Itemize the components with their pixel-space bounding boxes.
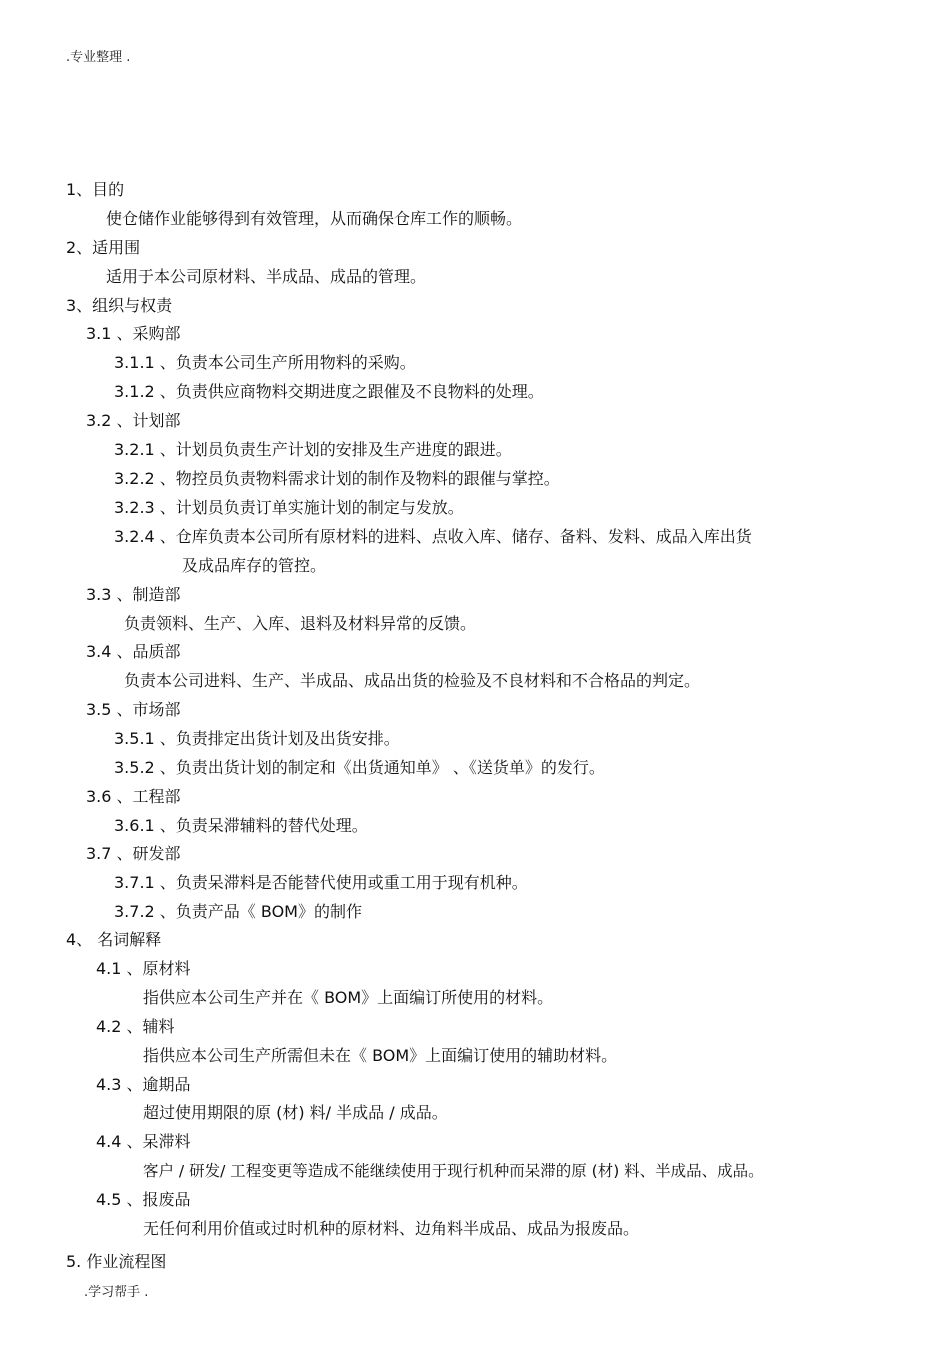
section-3-2-title: 3.2 、计划部 bbox=[86, 411, 181, 430]
section-3-4-title: 3.4 、品质部 bbox=[86, 642, 181, 661]
section-3-3-title: 3.3 、制造部 bbox=[86, 585, 181, 604]
section-4-1-body: 指供应本公司生产并在《 BOM》上面编订所使用的材料。 bbox=[143, 988, 554, 1007]
section-3-2-2: 3.2.2 、物控员负责物料需求计划的制作及物料的跟催与掌控。 bbox=[114, 469, 560, 488]
section-3-7-1: 3.7.1 、负责呆滞料是否能替代使用或重工用于现有机种。 bbox=[114, 873, 528, 892]
section-3-2-4: 3.2.4 、仓库负责本公司所有原材料的进料、点收入库、储存、备料、发料、成品入库出货 bbox=[114, 527, 752, 546]
section-3-6-1: 3.6.1 、负责呆滞辅料的替代处理。 bbox=[114, 816, 368, 835]
section-3-1-1: 3.1.1 、负责本公司生产所用物料的采购。 bbox=[114, 353, 416, 372]
section-3-4-body: 负责本公司进料、生产、半成品、成品出货的检验及不良材料和不合格品的判定。 bbox=[124, 671, 701, 690]
section-3-6-title: 3.6 、工程部 bbox=[86, 787, 181, 806]
section-1-title: 1、目的 bbox=[66, 180, 125, 199]
page-footer: .学习帮手 . bbox=[84, 1285, 149, 1300]
section-1-body: 使仓储作业能够得到有效管理，从而确保仓库工作的顺畅。 bbox=[106, 209, 523, 228]
section-3-7-2: 3.7.2 、负责产品《 BOM》的制作 bbox=[114, 902, 362, 921]
section-3-5-2: 3.5.2 、负责出货计划的制定和《出货通知单》 、《送货单》的发行。 bbox=[114, 758, 605, 777]
section-3-1-title: 3.1 、采购部 bbox=[86, 324, 181, 343]
section-2-body: 适用于本公司原材料、半成品、成品的管理。 bbox=[106, 267, 427, 286]
section-4-5-body: 无任何利用价值或过时机种的原材料、边角料半成品、成品为报废品。 bbox=[143, 1219, 640, 1238]
section-4-3-body: 超过使用期限的原 (材) 料/ 半成品 / 成品。 bbox=[143, 1103, 448, 1122]
section-4-title: 4、 名词解释 bbox=[66, 930, 162, 949]
section-4-5-title: 4.5 、报废品 bbox=[96, 1190, 191, 1209]
section-4-2-body: 指供应本公司生产所需但未在《 BOM》上面编订使用的辅助材料。 bbox=[143, 1046, 618, 1065]
section-3-1-2: 3.1.2 、负责供应商物料交期进度之跟催及不良物料的处理。 bbox=[114, 382, 544, 401]
section-3-5-1: 3.5.1 、负责排定出货计划及出货安排。 bbox=[114, 729, 400, 748]
section-3-7-title: 3.7 、研发部 bbox=[86, 844, 181, 863]
section-4-4-title: 4.4 、呆滞料 bbox=[96, 1132, 191, 1151]
section-4-1-title: 4.1 、原材料 bbox=[96, 959, 191, 978]
section-3-title: 3、组织与权责 bbox=[66, 296, 173, 315]
section-3-3-body: 负责领料、生产、入库、退料及材料异常的反馈。 bbox=[124, 614, 477, 633]
section-3-2-1: 3.2.1 、计划员负责生产计划的安排及生产进度的跟进。 bbox=[114, 440, 512, 459]
section-3-5-title: 3.5 、市场部 bbox=[86, 700, 181, 719]
section-2-title: 2、适用围 bbox=[66, 238, 141, 257]
page-header: .专业整理 . bbox=[66, 50, 131, 65]
section-4-2-title: 4.2 、辅料 bbox=[96, 1017, 175, 1036]
section-4-3-title: 4.3 、逾期品 bbox=[96, 1075, 191, 1094]
section-3-2-3: 3.2.3 、计划员负责订单实施计划的制定与发放。 bbox=[114, 498, 464, 517]
section-5-title: 5. 作业流程图 bbox=[66, 1252, 167, 1271]
section-3-2-4-cont: 及成品库存的管控。 bbox=[182, 556, 327, 575]
section-4-4-body: 客户 / 研发/ 工程变更等造成不能继续使用于现行机种而呆滞的原 (材) 料、半成品、成品。 bbox=[143, 1162, 764, 1180]
